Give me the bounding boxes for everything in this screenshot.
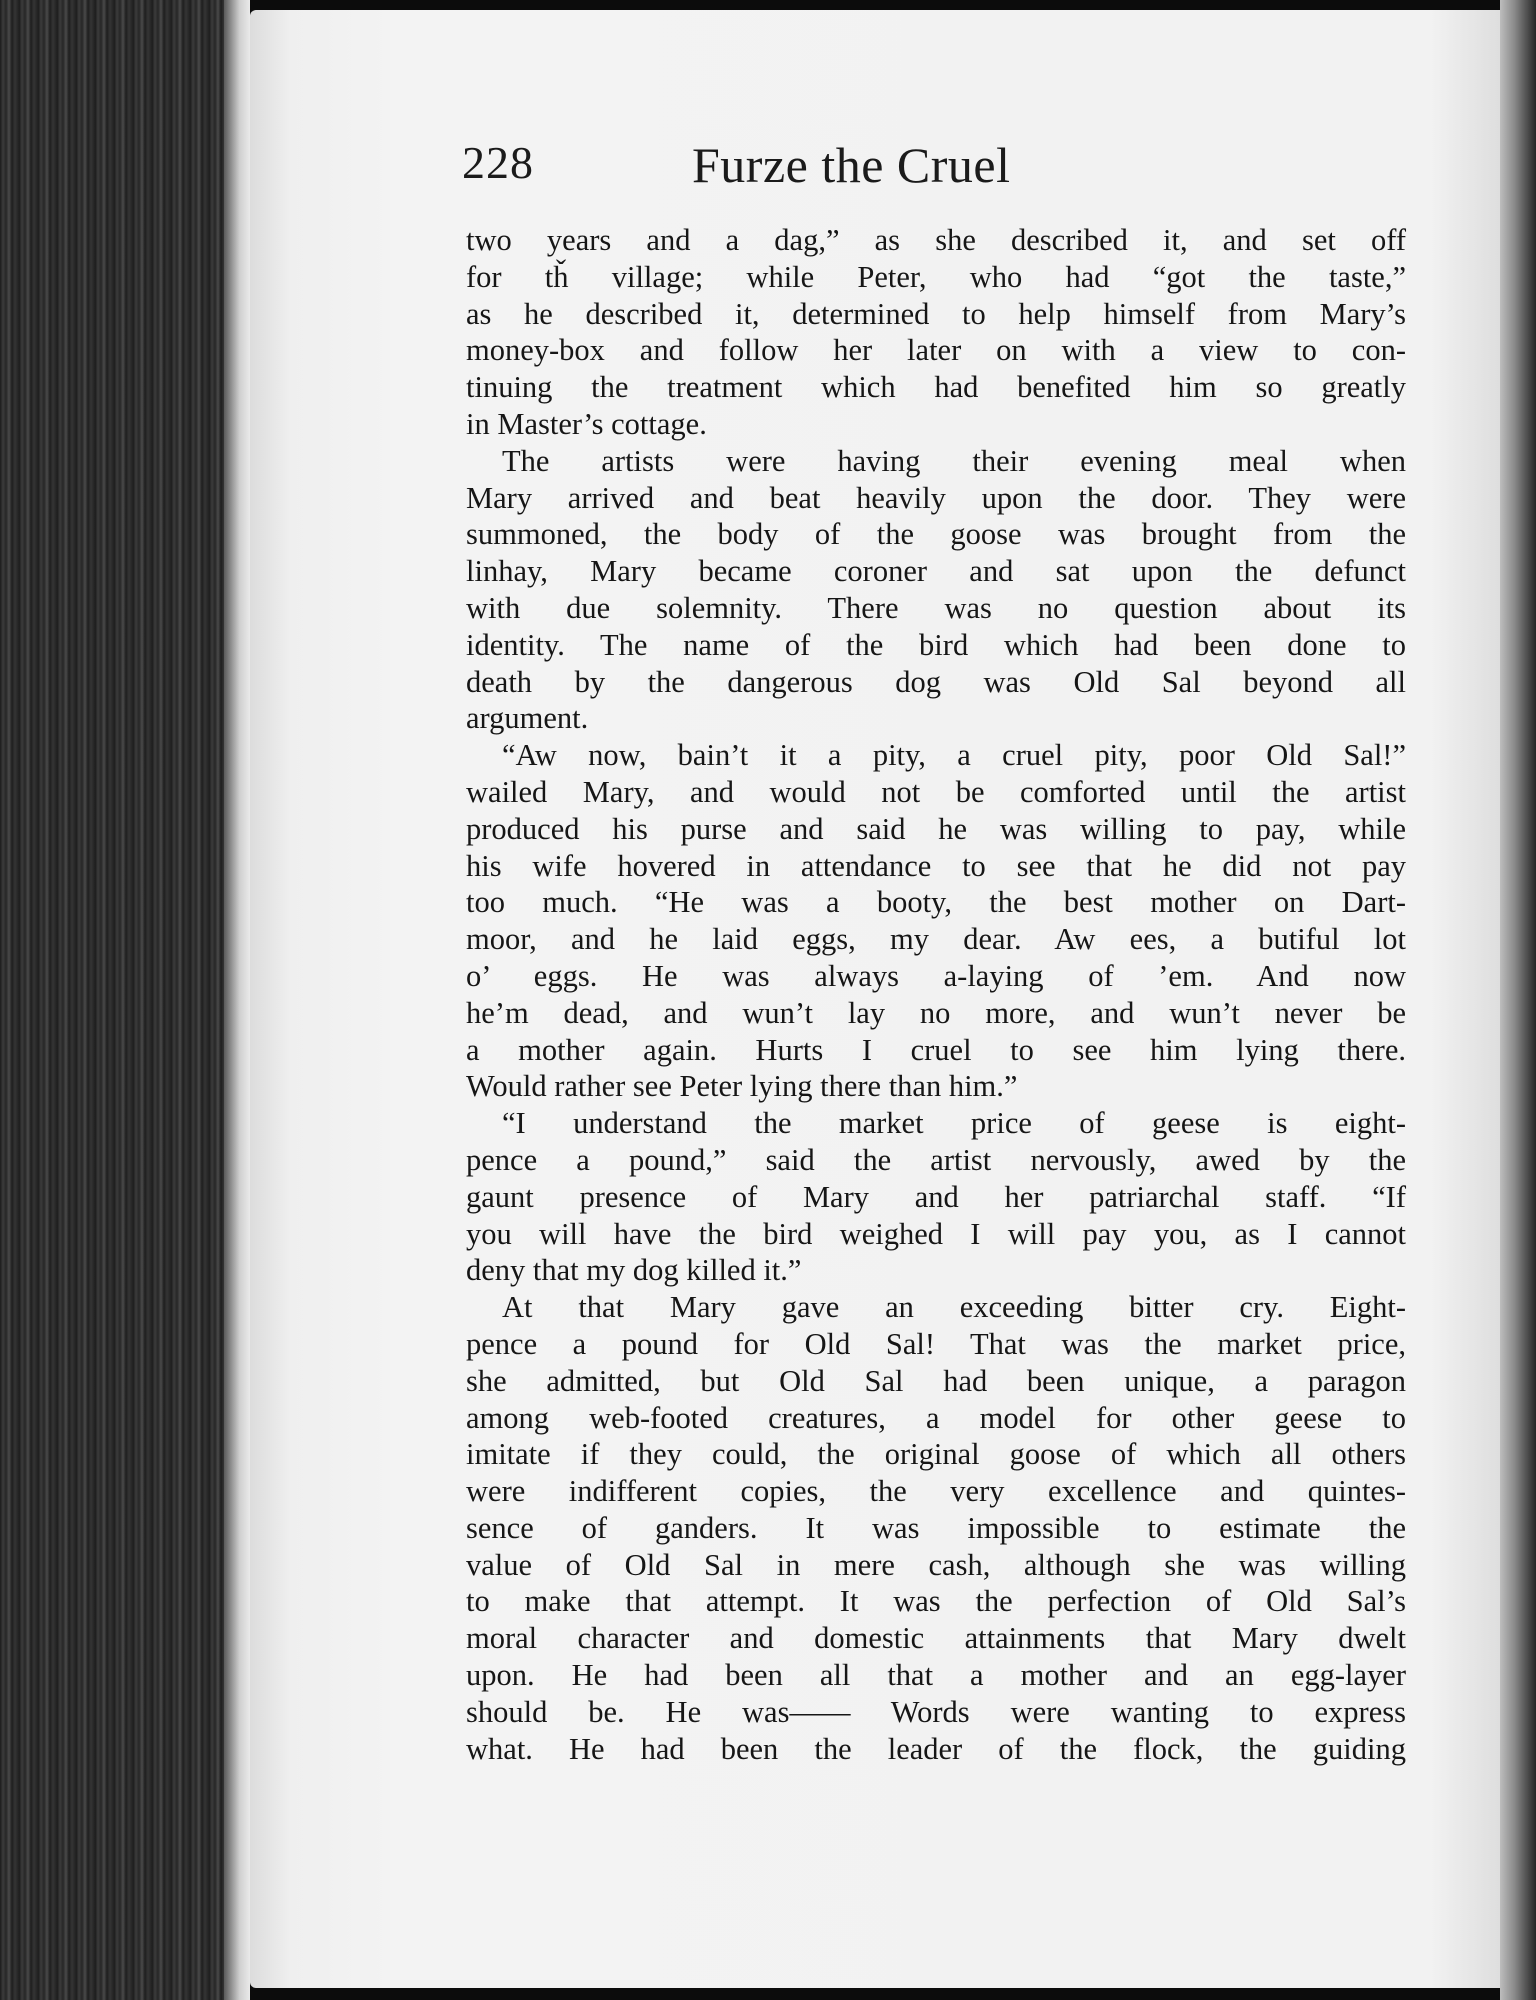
text-line: “I understand the market price of geese is eight- <box>502 1106 1406 1141</box>
text-line: gaunt presence of Mary and her patriarchal staff. “If <box>466 1179 1406 1214</box>
text-line: she admitted, but Old Sal had been unique, a paragon <box>466 1363 1406 1398</box>
text-line: pence a pound for Old Sal! That was the market price, <box>466 1326 1406 1361</box>
text-line: money-box and follow her later on with a view to con- <box>466 333 1406 368</box>
text-line: his wife hovered in attendance to see that he did not pay <box>466 848 1406 883</box>
text-line: The artists were having their evening meal when <box>502 443 1406 478</box>
text-line: sence of ganders. It was impossible to estimate the <box>466 1510 1406 1545</box>
text-line: wailed Mary, and would not be comforted until the artist <box>466 774 1406 809</box>
text-line: moral character and domestic attainments that Mary dwelt <box>466 1621 1406 1656</box>
text-line: linhay, Mary became coroner and sat upon the defunct <box>466 554 1406 589</box>
text-line: for tȟ village; while Peter, who had “got the taste,” <box>466 259 1406 294</box>
running-head <box>462 130 1362 200</box>
text-line: two years and a dag,” as she described it, and set off <box>466 223 1406 257</box>
body-text <box>466 222 1406 1767</box>
text-line: a mother again. Hurts I cruel to see him lying there. <box>466 1032 1406 1067</box>
text-line: identity. The name of the bird which had been done to <box>466 627 1406 662</box>
text-line: imitate if they could, the original goose of which all others <box>466 1437 1406 1472</box>
book-right-edge <box>1500 0 1536 2000</box>
page-title: Furze the Cruel <box>692 137 1011 193</box>
text-line: Would rather see Peter lying there than him.” <box>466 1069 1018 1104</box>
text-line: Mary arrived and beat heavily upon the door. They were <box>466 480 1406 515</box>
text-line: should be. He was—— Words were wanting to express <box>466 1694 1406 1729</box>
text-line: tinuing the treatment which had benefited him so greatly <box>466 370 1406 405</box>
text-line: among web-footed creatures, a model for other geese to <box>466 1400 1406 1435</box>
text-line: were indifferent copies, the very excellence and quintes- <box>466 1474 1406 1509</box>
text-line: as he described it, determined to help himself from Mary’s <box>466 296 1406 331</box>
text-line: deny that my dog killed it.” <box>466 1253 802 1288</box>
text-line: At that Mary gave an exceeding bitter cry. Eight- <box>502 1290 1406 1325</box>
text-line: what. He had been the leader of the flock, the guiding <box>466 1731 1406 1766</box>
text-line: you will have the bird weighed I will pay you, as I cannot <box>466 1216 1406 1251</box>
text-line: pence a pound,” said the artist nervously, awed by the <box>466 1142 1406 1177</box>
text-line: summoned, the body of the goose was brought from the <box>466 517 1406 552</box>
text-line: value of Old Sal in mere cash, although she was willing <box>466 1547 1406 1582</box>
text-line: to make that attempt. It was the perfection of Old Sal’s <box>466 1584 1406 1619</box>
text-line: “Aw now, bain’t it a pity, a cruel pity, poor Old Sal!” <box>502 738 1406 773</box>
text-line: produced his purse and said he was willing to pay, while <box>466 811 1406 846</box>
text-line: he’m dead, and wun’t lay no more, and wun’t never be <box>466 995 1406 1030</box>
text-line: in Master’s cottage. <box>466 406 707 441</box>
text-line: upon. He had been all that a mother and an egg-layer <box>466 1658 1406 1693</box>
text-line: too much. “He was a booty, the best mother on Dart- <box>466 885 1406 920</box>
text-line: moor, and he laid eggs, my dear. Aw ees, a butiful lot <box>466 922 1406 957</box>
text-line: o’ eggs. He was always a-laying of ’em. And now <box>466 958 1406 993</box>
text-line: argument. <box>466 701 589 736</box>
book-page <box>250 10 1500 1988</box>
text-line: with due solemnity. There was no question about its <box>466 590 1406 625</box>
page-edges <box>0 0 250 2000</box>
page-number: 228 <box>462 137 534 188</box>
text-line: death by the dangerous dog was Old Sal beyond all <box>466 664 1406 699</box>
